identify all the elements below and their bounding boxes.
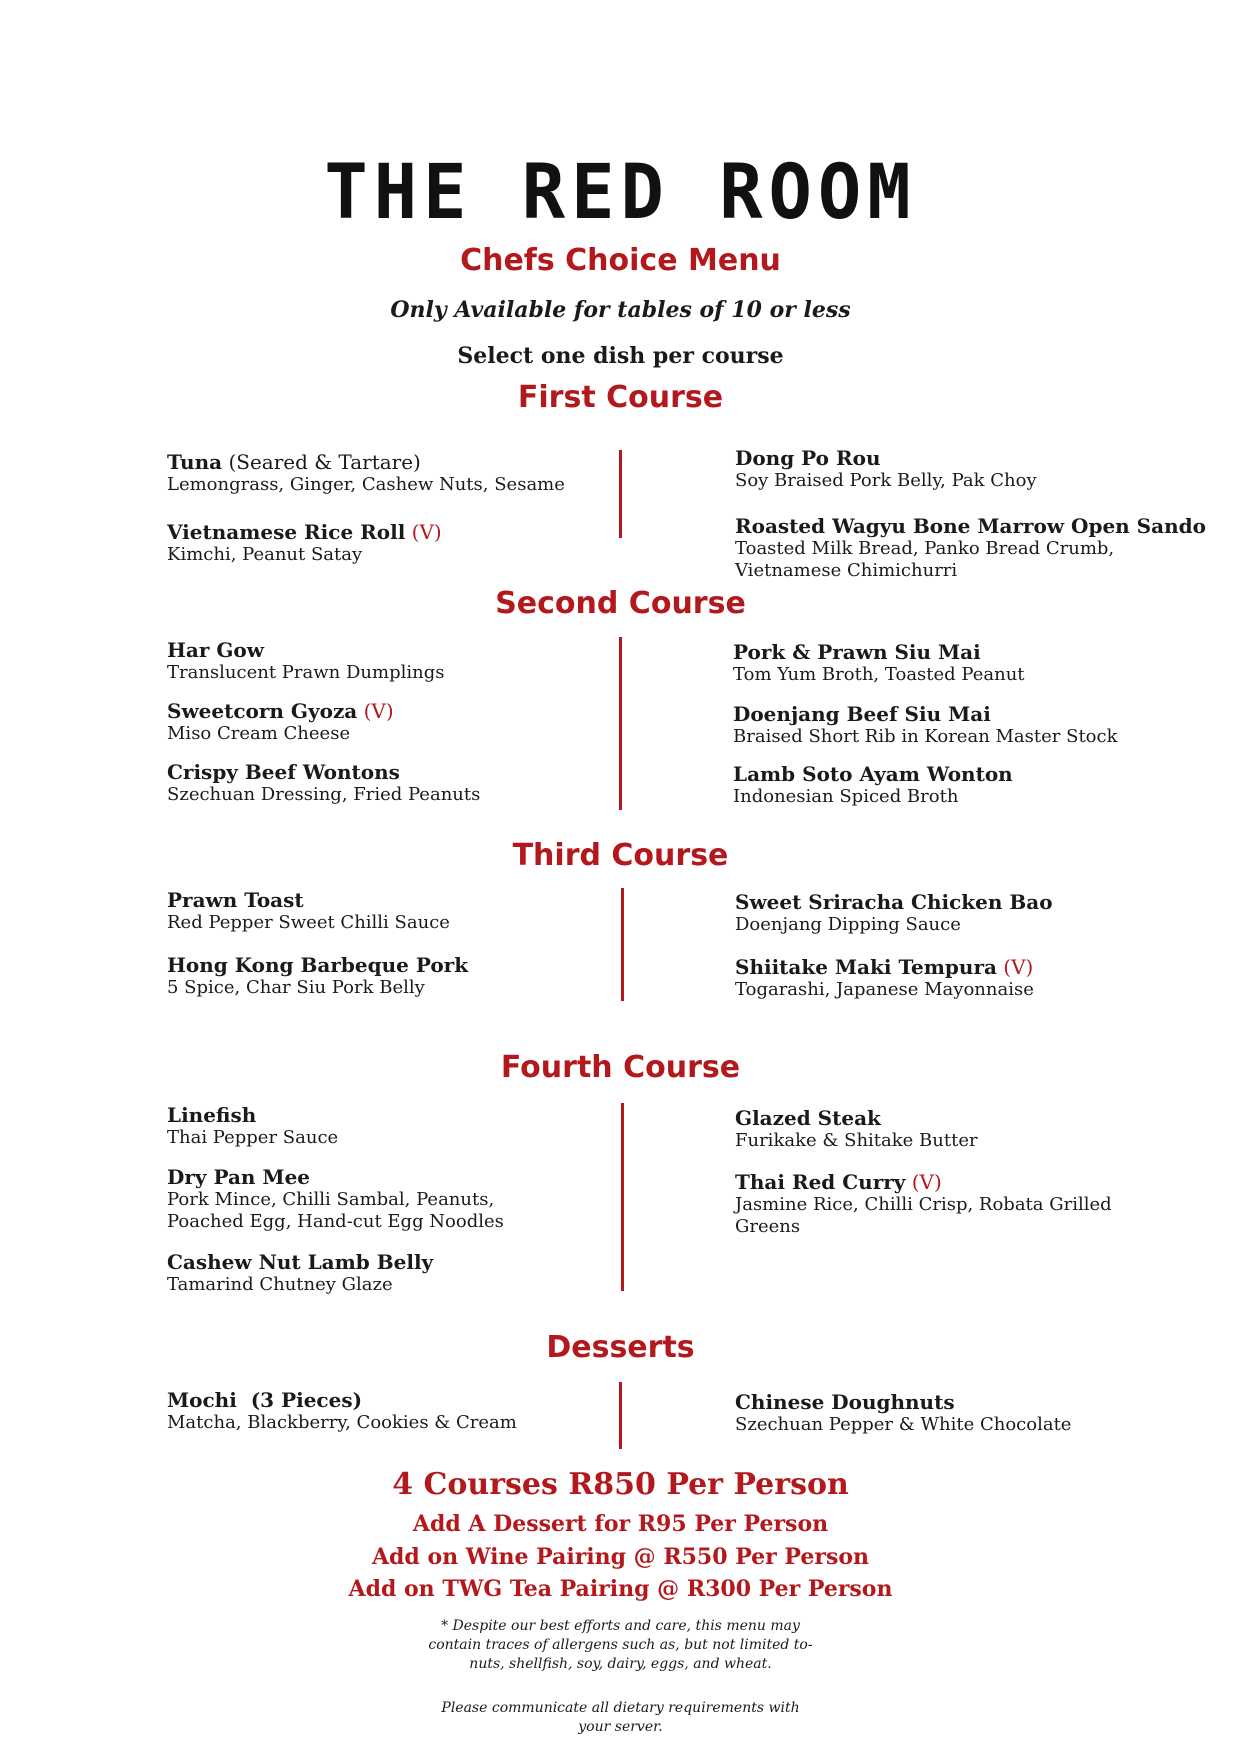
price-dessert-addon: Add A Dessert for R95 Per Person bbox=[412, 1511, 829, 1537]
item-name: Vietnamese Rice Roll bbox=[167, 520, 406, 544]
menu-item bbox=[167, 699, 394, 745]
menu-item bbox=[167, 760, 480, 806]
item-description: Greens bbox=[735, 1215, 801, 1237]
menu-item bbox=[735, 1106, 978, 1152]
item-description: Tamarind Chutney Glaze bbox=[167, 1274, 393, 1295]
dietary-note bbox=[0, 1699, 1241, 1737]
course-divider bbox=[621, 888, 624, 1001]
course-divider bbox=[619, 637, 622, 810]
item-description: Furikake & Shitake Butter bbox=[735, 1130, 978, 1151]
menu-item bbox=[167, 450, 565, 496]
price-tea-pairing: Add on TWG Tea Pairing @ R300 Per Person bbox=[348, 1576, 893, 1602]
item-description: Jasmine Rice, Chilli Crisp, Robata Grilled bbox=[735, 1194, 1112, 1215]
course-title-third: Third Course bbox=[512, 838, 729, 873]
item-name: Roasted Wagyu Bone Marrow Open Sando bbox=[735, 514, 1206, 538]
course-divider bbox=[621, 1103, 624, 1291]
menu-item bbox=[733, 640, 1025, 686]
item-name: Mochi (3 Pieces) bbox=[167, 1388, 363, 1412]
menu-item bbox=[735, 890, 1053, 936]
item-description: Poached Egg, Hand-cut Egg Noodles bbox=[167, 1210, 504, 1232]
allergen-line: contain traces of allergens such as, but not limited to- bbox=[428, 1636, 813, 1653]
availability-note: Only Available for tables of 10 or less bbox=[390, 297, 851, 323]
menu-item bbox=[167, 953, 468, 999]
menu-item bbox=[167, 638, 444, 684]
item-description: Matcha, Blackberry, Cookies & Cream bbox=[167, 1412, 517, 1433]
menu-subtitle: Chefs Choice Menu bbox=[460, 243, 781, 278]
item-name: Shiitake Maki Tempura bbox=[735, 955, 997, 979]
restaurant-logo: THE RED ROOM bbox=[324, 147, 917, 237]
allergen-line: nuts, shellfish, soy, dairy, eggs, and wheat. bbox=[469, 1655, 772, 1672]
menu-item bbox=[733, 762, 1013, 808]
menu-item bbox=[167, 1103, 338, 1149]
item-name: Sweet Sriracha Chicken Bao bbox=[735, 890, 1053, 914]
menu-item bbox=[735, 514, 1206, 581]
item-description: Tom Yum Broth, Toasted Peanut bbox=[733, 664, 1025, 685]
allergen-disclaimer bbox=[0, 1617, 1241, 1674]
menu-item bbox=[167, 1250, 433, 1296]
item-description: Thai Pepper Sauce bbox=[167, 1127, 339, 1148]
course-title-fourth: Fourth Course bbox=[500, 1050, 741, 1085]
item-name: Linefish bbox=[167, 1103, 257, 1127]
item-name: Cashew Nut Lamb Belly bbox=[167, 1250, 434, 1274]
allergen-line: * Despite our best efforts and care, this menu may bbox=[441, 1618, 800, 1634]
item-description: Vietnamese Chimichurri bbox=[735, 559, 958, 581]
course-divider bbox=[619, 450, 622, 538]
item-description: Red Pepper Sweet Chilli Sauce bbox=[167, 912, 450, 933]
item-description: Braised Short Rib in Korean Master Stock bbox=[733, 726, 1118, 747]
item-name: Sweetcorn Gyoza bbox=[167, 699, 358, 723]
menu-item bbox=[733, 702, 1118, 748]
item-name: Har Gow bbox=[167, 638, 264, 662]
item-description: Doenjang Dipping Sauce bbox=[735, 914, 961, 935]
item-name: Dong Po Rou bbox=[735, 446, 881, 470]
vegetarian-tag: (V) bbox=[905, 1170, 942, 1194]
item-description: Toasted Milk Bread, Panko Bread Crumb, bbox=[735, 538, 1115, 559]
item-name: Tuna bbox=[167, 450, 223, 474]
item-name: Crispy Beef Wontons bbox=[167, 760, 400, 784]
selection-instruction: Select one dish per course bbox=[457, 343, 784, 369]
item-name: Prawn Toast bbox=[167, 888, 304, 912]
item-name: Hong Kong Barbeque Pork bbox=[167, 953, 469, 977]
item-description: Miso Cream Cheese bbox=[167, 723, 351, 744]
menu-item bbox=[735, 1170, 1112, 1237]
menu-item bbox=[167, 520, 442, 566]
item-description: Pork Mince, Chilli Sambal, Peanuts, bbox=[167, 1189, 495, 1210]
menu-item bbox=[735, 955, 1034, 1001]
item-description: Soy Braised Pork Belly, Pak Choy bbox=[735, 470, 1037, 491]
menu-item bbox=[167, 888, 450, 934]
price-four-courses: 4 Courses R850 Per Person bbox=[392, 1467, 849, 1502]
item-name: Lamb Soto Ayam Wonton bbox=[733, 762, 1013, 786]
menu-item bbox=[167, 1165, 504, 1232]
item-description: Translucent Prawn Dumplings bbox=[167, 662, 445, 683]
item-description: Indonesian Spiced Broth bbox=[733, 786, 959, 807]
course-title-desserts: Desserts bbox=[546, 1330, 695, 1365]
item-note: (Seared & Tartare) bbox=[222, 450, 421, 474]
vegetarian-tag: (V) bbox=[357, 699, 394, 723]
dietary-line: your server. bbox=[578, 1718, 663, 1735]
price-wine-pairing: Add on Wine Pairing @ R550 Per Person bbox=[371, 1544, 870, 1570]
menu-item bbox=[167, 1388, 517, 1434]
item-name: Dry Pan Mee bbox=[167, 1165, 311, 1189]
item-name: Glazed Steak bbox=[735, 1106, 881, 1130]
item-description: Togarashi, Japanese Mayonnaise bbox=[735, 979, 1034, 1000]
menu-item bbox=[735, 446, 1037, 492]
item-description: Szechuan Dressing, Fried Peanuts bbox=[167, 784, 481, 805]
menu-item bbox=[735, 1390, 1071, 1436]
item-name: Chinese Doughnuts bbox=[735, 1390, 955, 1414]
item-description: Kimchi, Peanut Satay bbox=[167, 544, 363, 565]
item-description: 5 Spice, Char Siu Pork Belly bbox=[167, 977, 425, 998]
item-name: Pork & Prawn Siu Mai bbox=[733, 640, 981, 664]
item-description: Szechuan Pepper & White Chocolate bbox=[735, 1414, 1072, 1435]
vegetarian-tag: (V) bbox=[996, 955, 1034, 979]
course-divider bbox=[619, 1382, 622, 1449]
item-name: Doenjang Beef Siu Mai bbox=[733, 702, 991, 726]
course-title-first: First Course bbox=[517, 380, 724, 415]
dietary-line: Please communicate all dietary requirements with bbox=[441, 1700, 800, 1716]
vegetarian-tag: (V) bbox=[405, 520, 442, 544]
item-description: Lemongrass, Ginger, Cashew Nuts, Sesame bbox=[167, 474, 565, 495]
item-name: Thai Red Curry bbox=[735, 1170, 906, 1194]
course-title-second: Second Course bbox=[495, 586, 746, 621]
